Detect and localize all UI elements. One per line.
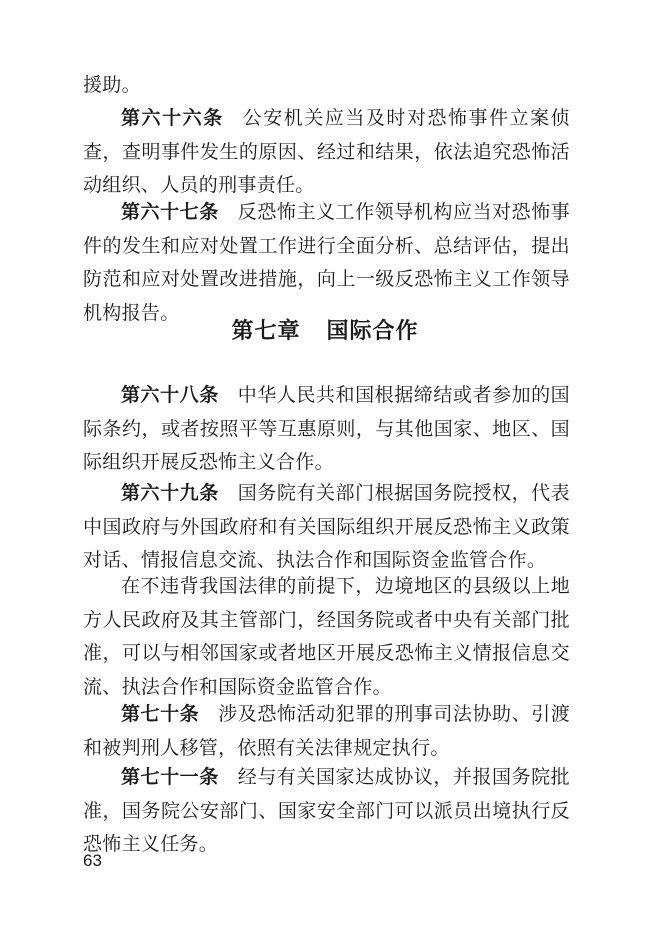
article-69-paragraph-2 (83, 570, 570, 704)
article-69-number: 第六十九条 (121, 482, 219, 504)
chapter-title: 国际合作 (326, 319, 419, 344)
article-69-paragraph-2-text: 在不违背我国法律的前提下，边境地区的县级以上地方人民政府及其主管部门，经国务院或者中央有关部门批准，可以与相邻国家或者地区开展反恐怖主义情报信息交流、执法合作和国际资金监管合作。 (83, 575, 570, 698)
continuation-text: 援助。 (83, 74, 141, 96)
article-70-number: 第七十条 (121, 703, 200, 725)
page-number: 63 (83, 851, 102, 870)
article-70-text: 涉及恐怖活动犯罪的刑事司法协助、引渡和被判刑人移管，依照有关法律规定执行。 (83, 703, 570, 759)
article-67 (83, 196, 570, 330)
article-68 (83, 379, 570, 480)
article-71-number: 第七十一条 (121, 766, 219, 788)
article-71-text: 经与有关国家达成协议，并报国务院批准，国务院公安部门、国家安全部门可以派员出境执行反恐怖主义任务。 (83, 766, 570, 855)
article-67-text: 反恐怖主义工作领导机构应当对恐怖事件的发生和应对处置工作进行全面分析、总结评估，提出防范和应对处置改进措施，向上一级反恐怖主义工作领导机构报告。 (83, 201, 570, 324)
article-66 (83, 102, 570, 203)
article-69-text: 国务院有关部门根据国务院授权，代表中国政府与外国政府和有关国际组织开展反恐怖主义政策对话、情报信息交流、执法合作和国际资金监管合作。 (83, 482, 570, 571)
article-70 (83, 698, 570, 765)
article-66-text: 公安机关应当及时对恐怖事件立案侦查，查明事件发生的原因、经过和结果，依法追究恐怖活动组织、人员的刑事责任。 (83, 107, 570, 196)
chapter-heading (0, 314, 650, 350)
article-66-number: 第六十六条 (121, 107, 224, 129)
article-68-number: 第六十八条 (121, 384, 219, 406)
article-68-text: 中华人民共和国根据缔结或者参加的国际条约，或者按照平等互惠原则，与其他国家、地区、国际组织开展反恐怖主义合作。 (83, 384, 570, 473)
chapter-number: 第七章 (231, 319, 301, 344)
continuation-paragraph (83, 69, 570, 103)
article-67-number: 第六十七条 (121, 201, 219, 223)
article-69 (83, 477, 570, 578)
article-71 (83, 761, 570, 862)
